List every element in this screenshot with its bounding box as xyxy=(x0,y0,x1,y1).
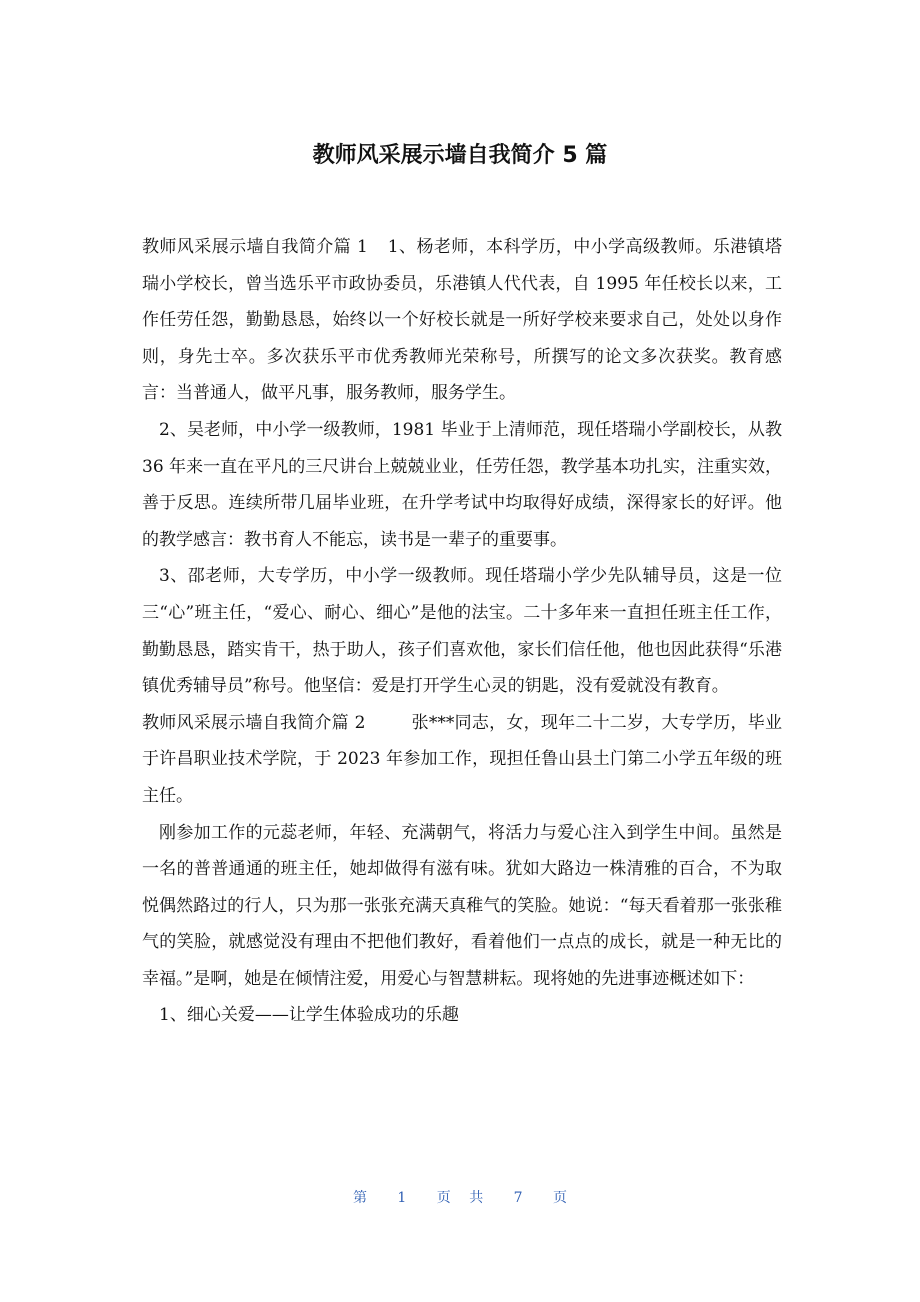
footer-suffix: 页 xyxy=(553,1190,568,1206)
section-2-heading: 教师风采展示墙自我简介篇 2 xyxy=(142,712,366,733)
footer-middle: 页 共 xyxy=(436,1190,484,1206)
section-1-heading: 教师风采展示墙自我简介篇 1 xyxy=(142,237,368,257)
page-number-footer xyxy=(0,1186,920,1210)
document-body xyxy=(142,229,782,1034)
section-1-paragraph-3: 3、邵老师，大专学历，中小学一级教师。现任塔瑞小学少先队辅导员，这是一位三“心”班主任，“爱心、耐心、细心”是他的法宝。二十多年来一直担任班主任工作，勤勤恳恳，踏实肯干，热于助人，孩子们喜欢他，家长们信任他，他也因此获得“乐港镇优秀辅导员”称号。他坚信：爱是打开学生心灵的钥匙，没有爱就没有教育。 xyxy=(142,566,782,697)
page-title: 教师风采展示墙自我简介 5 篇 xyxy=(312,143,608,168)
section-1-lead-text: 1、杨老师，本科学历，中小学高级教师。乐港镇塔瑞小学校长，曾当选乐平市政协委员，乐港镇人代代表，自 1995 年任校长以来，工作任劳任怨，勤勤恳恳，始终以一个好校长就是一所好学校来要求自己，处处以身作则，身先士卒。多次获乐平市优秀教师光荣称号，所撰写的论文多次获奖。教育感言：当普通人，做平凡事，服务教师，服务学生。 xyxy=(142,237,782,404)
footer-prefix: 第 xyxy=(352,1190,367,1206)
section-2-lead-paragraph xyxy=(142,705,782,815)
footer-total-pages: 7 xyxy=(513,1190,523,1206)
section-1-paragraph-2: 2、吴老师，中小学一级教师，1981 毕业于上清师范，现任塔瑞小学副校长，从教 36 年来一直在平凡的三尺讲台上兢兢业业，任劳任怨，教学基本功扎实，注重实效，善于反思。连续所带几届毕业班，在升学考试中均取得好成绩，深得家长的好评。他的教学感言：教书育人不能忘，读书是一辈子的重要事。 xyxy=(142,419,782,550)
section-2-subheading: 1、细心关爱——让学生体验成功的乐趣 xyxy=(159,1005,459,1026)
footer-current-page: 1 xyxy=(397,1190,407,1206)
section-2-lead-text: 张***同志，女，现年二十二岁，大专学历，毕业于许昌职业技术学院，于 2023 年参加工作，现担任鲁山县土门第二小学五年级的班主任。 xyxy=(142,712,782,806)
section-2-paragraph-2: 刚参加工作的元蕊老师，年轻、充满朝气，将活力与爱心注入到学生中间。虽然是一名的普普通通的班主任，她却做得有滋有味。犹如大路边一株清雅的百合，不为取悦偶然路过的行人，只为那一张张充满天真稚气的笑脸。她说：“每天看着那一张张稚气的笑脸，就感觉没有理由不把他们教好，看着他们一点点的成长，就是一种无比的幸福。”是啊，她是在倾情注爱，用爱心与智慧耕耘。现将她的先进事迹概述如下： xyxy=(142,822,782,989)
section-1-lead-paragraph xyxy=(142,229,782,412)
